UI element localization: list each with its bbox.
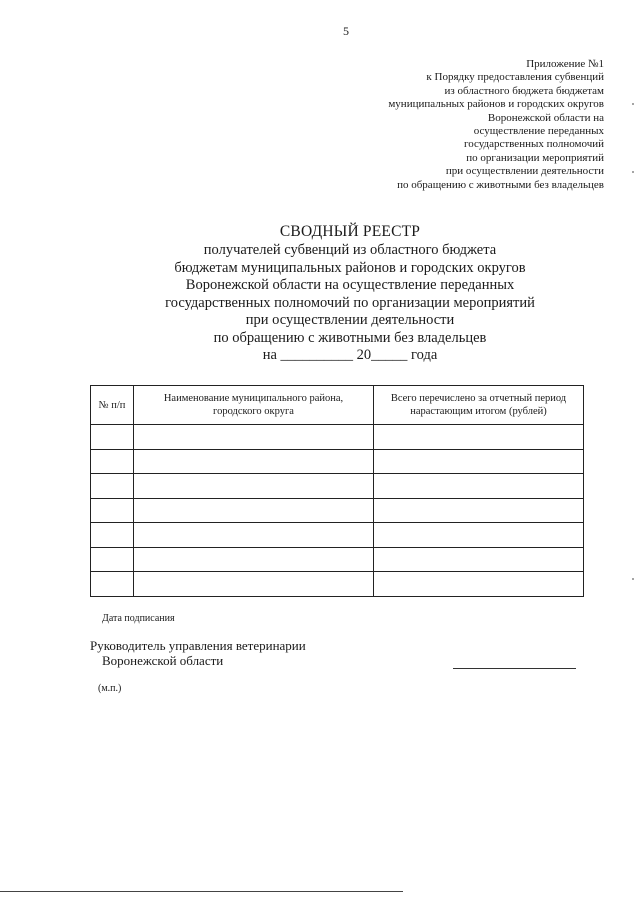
appendix-line: по организации мероприятий <box>466 151 604 164</box>
appendix-line: к Порядку предоставления субвенций <box>426 71 604 84</box>
appendix-line: из областного бюджета бюджетам <box>444 84 604 97</box>
title-line: бюджетам муниципальных районов и городских округов <box>174 259 526 276</box>
table-cell-municipality[interactable] <box>134 474 374 499</box>
table-cell-municipality[interactable] <box>134 572 374 597</box>
appendix-line: при осуществлении деятельности <box>445 165 604 178</box>
column-header-municipality: Наименование муниципального района, городского округа <box>134 386 374 425</box>
table-cell-number[interactable] <box>91 572 134 597</box>
table-cell-total[interactable] <box>374 572 584 597</box>
table-cell-municipality[interactable] <box>134 547 374 572</box>
table-cell-number[interactable] <box>91 449 134 474</box>
title-line: государственных полномочий по организации мероприятий <box>165 294 535 311</box>
signing-date-label: Дата подписания <box>102 613 175 624</box>
table-cell-number[interactable] <box>91 425 134 450</box>
table-cell-total[interactable] <box>374 498 584 523</box>
title-line: при осуществлении деятельности <box>245 312 455 328</box>
scan-artifact <box>632 578 634 580</box>
table-cell-number[interactable] <box>91 523 134 548</box>
table-header-row <box>91 386 584 425</box>
table-cell-municipality[interactable] <box>134 498 374 523</box>
appendix-line: муниципальных районов и городских округов <box>388 98 604 111</box>
table-cell-municipality[interactable] <box>134 425 374 450</box>
table-cell-total[interactable] <box>374 474 584 499</box>
appendix-line: по обращению с животными без владельцев <box>397 178 604 191</box>
table-row <box>91 572 584 597</box>
table-row <box>91 425 584 450</box>
report-date-line: на __________ 20_____ года <box>262 347 438 363</box>
page-number: 5 <box>343 24 349 38</box>
table-cell-number[interactable] <box>91 498 134 523</box>
appendix-line: государственных полномочий <box>463 138 604 151</box>
table-cell-total[interactable] <box>374 425 584 450</box>
title-line: получателей субвенций из областного бюджета <box>203 242 497 258</box>
appendix-line: Приложение №1 <box>526 58 604 70</box>
table-cell-total[interactable] <box>374 449 584 474</box>
page-bottom-rule <box>0 891 403 892</box>
scan-artifact <box>632 171 634 173</box>
signature-line <box>453 668 576 669</box>
table-cell-total[interactable] <box>374 523 584 548</box>
stamp-place-label: (м.п.) <box>98 683 122 694</box>
table-row <box>91 449 584 474</box>
appendix-line: Воронежской области на <box>487 111 604 124</box>
table-cell-number[interactable] <box>91 474 134 499</box>
column-header-total: Всего перечислено за отчетный период нарастающим итогом (рублей) <box>374 386 584 425</box>
signer-position-line: Руководитель управления ветеринарии <box>90 638 306 653</box>
registry-table <box>90 385 584 597</box>
signer-position-line: Воронежской области <box>102 653 224 668</box>
table-row <box>91 498 584 523</box>
signer-position <box>90 638 306 668</box>
table-cell-number[interactable] <box>91 547 134 572</box>
appendix-line: осуществление переданных <box>473 125 604 138</box>
appendix-note <box>304 58 604 192</box>
document-title-block <box>90 222 610 365</box>
table-row <box>91 547 584 572</box>
table-cell-municipality[interactable] <box>134 449 374 474</box>
table-row <box>91 474 584 499</box>
title-line: Воронежской области на осуществление переданных <box>185 277 515 293</box>
title-line: по обращению с животными без владельцев <box>213 329 487 346</box>
document-title: СВОДНЫЙ РЕЕСТР <box>279 223 421 240</box>
table-cell-total[interactable] <box>374 547 584 572</box>
table-cell-municipality[interactable] <box>134 523 374 548</box>
table-row <box>91 523 584 548</box>
scan-artifact <box>632 103 634 105</box>
column-header-number: № п/п <box>91 386 134 425</box>
